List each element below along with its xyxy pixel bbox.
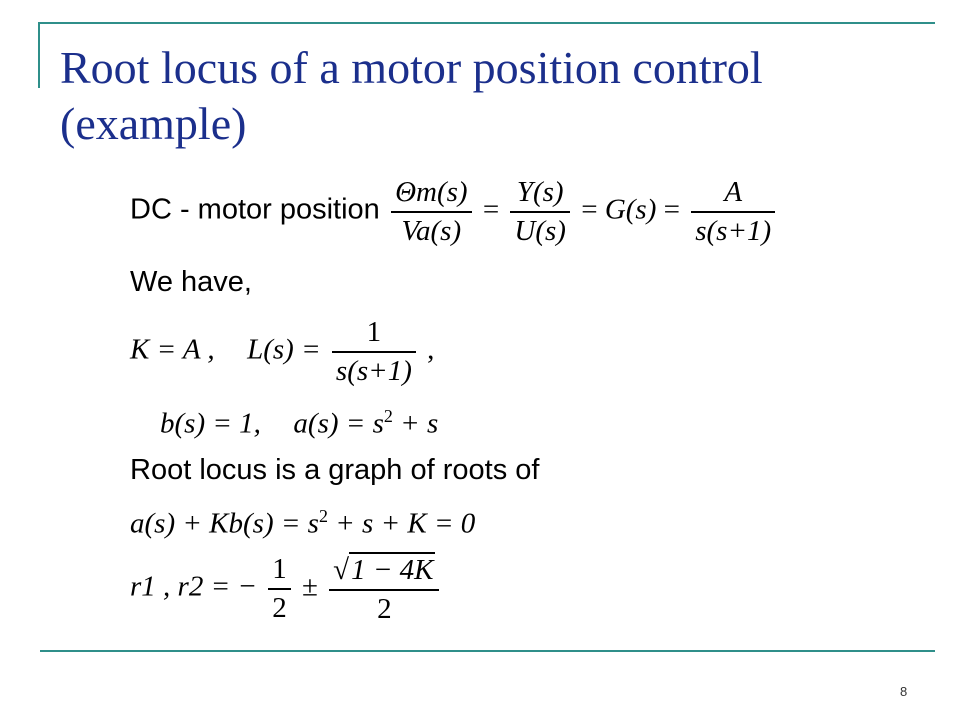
plant-fraction [691, 176, 775, 248]
root-locus-text: Root locus is a graph of roots of [130, 454, 540, 486]
l-lhs: L(s) = [247, 333, 321, 366]
tf-fraction [391, 176, 472, 248]
sqrt-fraction [329, 552, 439, 626]
tf-numerator: Θm(s) [391, 176, 472, 213]
char-rhs: + s + K = 0 [335, 507, 476, 540]
slide-title: Root locus of a motor position control (example) [60, 42, 763, 149]
top-rule [40, 22, 935, 24]
page-number: 8 [900, 684, 908, 699]
sqrt-radicand: 1 − 4K [351, 554, 434, 586]
a-definition-exponent: 2 [383, 406, 393, 426]
l-numerator: 1 [332, 316, 416, 353]
sqrt-symbol: √ [333, 554, 350, 586]
yu-fraction [510, 176, 570, 248]
k-definition: K = A , [130, 333, 215, 366]
transfer-function-line [130, 176, 779, 248]
l-fraction [332, 316, 416, 388]
g-expression: G(s) [604, 193, 657, 226]
comma: , [427, 333, 435, 366]
k-l-definition-line [130, 316, 434, 388]
plant-denominator: s(s+1) [695, 215, 772, 247]
half-numerator: 1 [268, 553, 291, 590]
ab-definition-line [160, 406, 438, 441]
left-rule [38, 22, 40, 88]
a-definition-lhs: a(s) = s [293, 407, 384, 440]
equals-2: = [581, 193, 598, 226]
roots-lhs: r1 , r2 = − [130, 570, 257, 603]
tf-denominator: Va(s) [401, 215, 462, 247]
sqrt-denominator: 2 [377, 593, 392, 625]
a-definition-rhs: + s [400, 407, 439, 440]
char-lhs: a(s) + Kb(s) = s [130, 507, 319, 540]
sqrt-numerator [329, 552, 439, 591]
bottom-rule [40, 650, 935, 652]
equals-1: = [482, 193, 500, 226]
roots-line [130, 552, 443, 626]
b-definition: b(s) = 1, [160, 407, 261, 440]
half-fraction [268, 553, 291, 625]
yu-numerator: Y(s) [510, 176, 570, 213]
motor-label: DC - motor position [130, 193, 380, 226]
yu-denominator: U(s) [514, 215, 566, 247]
plant-numerator: A [691, 176, 775, 213]
plus-minus: ± [301, 570, 318, 603]
characteristic-equation-line [130, 506, 475, 541]
we-have-line: We have, [130, 266, 252, 298]
char-exponent: 2 [318, 506, 328, 526]
equals-3: = [663, 193, 680, 226]
half-denominator: 2 [272, 592, 287, 624]
l-denominator: s(s+1) [335, 355, 412, 387]
